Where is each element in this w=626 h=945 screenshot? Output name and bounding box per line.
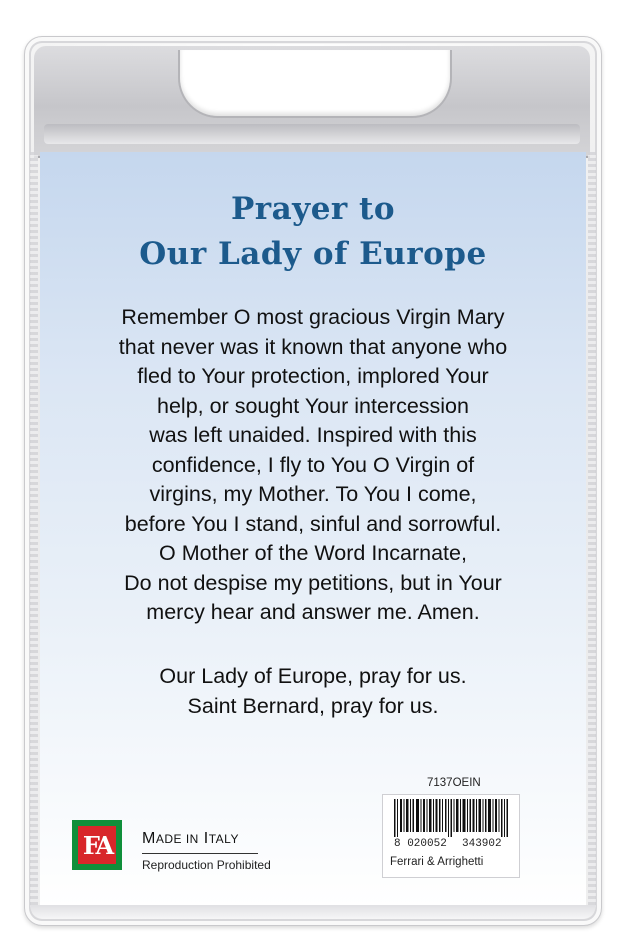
prayer-line: help, or sought Your intercession [157,393,469,418]
barcode-icon [394,799,508,837]
made-in-label: MADE IN ITALY [142,830,239,847]
product-code: 7137OEIN [427,777,481,789]
invocation-line: Our Lady of Europe, pray for us. [159,664,467,688]
invocations [40,662,586,721]
prayer-line: confidence, I fly to You O Virgin of [151,452,475,477]
prayer-line: Do not despise my petitions, but in Your [124,570,502,595]
prayer-line: was left unaided. Inspired with this [149,423,477,447]
barcode-digits-left: 8 020052 [394,838,447,850]
blister-edge-right [588,152,596,907]
reproduction-notice: Reproduction Prohibited [142,858,271,872]
title-line-2: Our Lady of Europe [139,236,487,272]
prayer-line: that never was it known that anyone who [118,334,508,359]
manufacturer-name: Ferrari & Arrighetti [390,856,484,868]
barcode-digits-right: 343902 [462,838,502,850]
prayer-text [40,303,586,628]
blister-edge-left [30,152,38,907]
prayer-line: before You I stand, sinful and sorrowful. [124,511,502,536]
brand-logo-letters: FA [78,826,116,864]
prayer-line: virgins, my Mother. To You I come, [149,482,477,506]
hang-tab-ledge [44,124,580,144]
prayer-line: Remember O most gracious Virgin Mary [121,305,505,329]
divider [142,853,258,854]
brand-logo [72,820,122,870]
prayer-line: mercy hear and answer me. Amen. [146,600,480,624]
invocation-line: Saint Bernard, pray for us. [187,693,439,718]
title-line-1: Prayer to [230,191,396,227]
prayer-line: O Mother of the Word Incarnate, [159,541,467,565]
hang-slot [178,50,452,118]
blister-bottom-lip [30,905,596,919]
prayer-line: fled to Your protection, implored Your [137,364,489,388]
